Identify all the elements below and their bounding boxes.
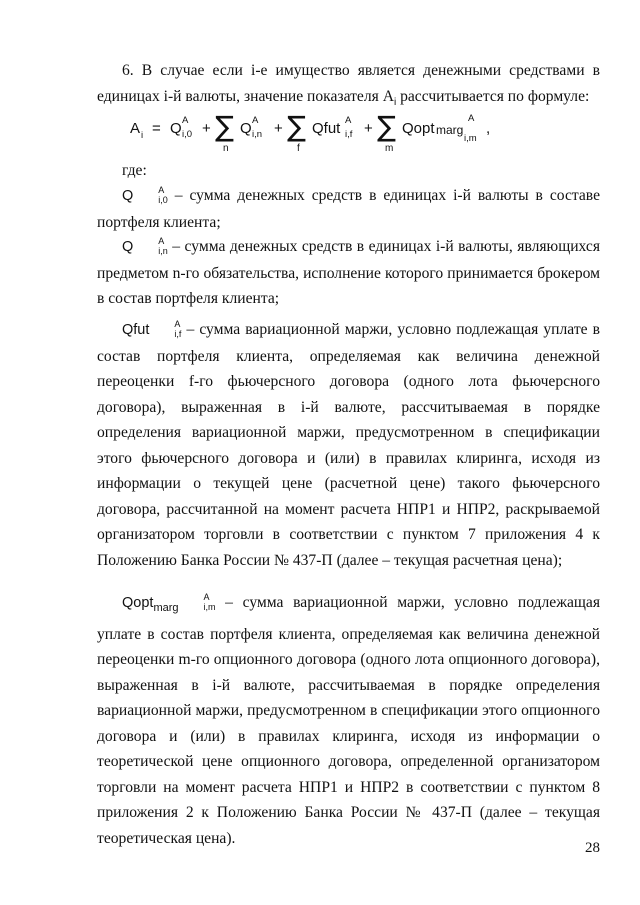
formula-eq: = [152, 120, 161, 137]
formula-sum-1-lim: n [223, 143, 229, 154]
def2-text: – сумма денежных средств в единицах i-й валюты, являющихся предметом n-го обязательства, исполнение которого принимается брокером в состав портфеля клиента; [97, 238, 600, 307]
def2-sup: A [158, 236, 165, 246]
formula-t1-sub: i,0 [182, 129, 193, 140]
formula-sum-2-lim: f [297, 143, 300, 154]
def3-scripts [149, 319, 182, 340]
formula-t1: Q [170, 120, 182, 137]
formula-t2-sup: A [252, 115, 259, 126]
def1-sup: A [158, 185, 165, 195]
formula-t3: Qfut [312, 120, 341, 137]
formula-sum-3-lim: m [385, 143, 394, 154]
formula-t4-inner: marg [436, 123, 464, 137]
formula-t1-sup: A [182, 115, 189, 126]
intro-tail: рассчитывается по формуле: [396, 87, 590, 105]
definition-q-in [97, 234, 600, 312]
formula-plus-3: + [364, 120, 373, 137]
def1-scripts [133, 185, 168, 206]
formula-t3-sup: A [345, 115, 352, 126]
def1-term: Q [122, 188, 134, 204]
def4-sub: i,m [203, 602, 216, 612]
def4-scripts [179, 592, 216, 613]
def3-sub: i,f [174, 329, 182, 339]
def3-sup: A [174, 319, 181, 329]
formula-t4-sup: A [468, 113, 475, 124]
def1-text: – сумма денежных средств в единицах i-й валюты в составе портфеля клиента; [97, 187, 600, 231]
intro-text: 6. В случае если i-е имущество является денежными средствами в единицах i-й валюты, значение показателя A [97, 62, 600, 105]
def4-sup: A [203, 592, 210, 602]
formula-t3-sub: i,f [345, 129, 353, 140]
def4-inner: marg [153, 602, 179, 614]
formula-t4-sub: i,m [464, 133, 477, 144]
def4-term: Qopt [122, 595, 154, 611]
formula-t4: Qopt [402, 120, 435, 137]
definition-q-i0 [97, 183, 600, 235]
def2-sub: i,n [158, 246, 168, 256]
formula-plus-2: + [274, 120, 283, 137]
def3-text: – сумма вариационной маржи, условно подлежащая уплате в состав портфеля клиента, определяемая как величина денежной переоценки f-го фьючерсного договора (одного лота фьючерсного договора), выраженная в i-й валюте, рассчитываемая в порядке определения вариационной маржи, предусмотренном в спецификации этого фьючерсного договора и (или) в правилах клиринга, исходя из информации о текущей цене (расчетной цене) такого фьючерсного договора, рассчитанной на момент расчета НПР1 и НПР2, раскрываемой организатором торговли в соответствии с пунктом 7 приложения 4 к Положению Банка России № 437-П (далее – текущая расчетная цена); [97, 321, 600, 569]
formula-sum-3: ∑ [377, 110, 396, 143]
definition-qopt [97, 590, 600, 851]
def3-term: Qfut [122, 322, 150, 338]
intro-subscript: i [393, 96, 397, 108]
formula-plus-1: + [202, 120, 211, 137]
formula [130, 108, 600, 154]
formula-t2: Q [240, 120, 252, 137]
page-number: 28 [585, 840, 600, 856]
where-label: где: [122, 162, 147, 179]
formula-t2-sub: i,n [252, 129, 263, 140]
def2-term: Q [122, 239, 134, 255]
formula-lhs: A [130, 120, 141, 137]
def1-sub: i,0 [158, 195, 168, 205]
def2-scripts [133, 236, 168, 257]
def4-text: – сумма вариационной маржи, условно подлежащая уплате в состав портфеля клиента, определяемая как величина денежной переоценки m-го опционного договора (одного лота опционного договора), выраженная в i-й валюте, рассчитываемая в порядке определения вариационной маржи, предусмотренном в спецификации этого опционного договора и (или) в правилах клиринга, исходя из информации о теоретической цене опционного договора, определенной организатором торговли на момент расчета НПР1 и НПР2 в соответствии с пунктом 8 приложения 2 к Положению Банка России № 437-П (далее – текущая теоретическая цена). [97, 594, 600, 847]
formula-lhs-sub: i [141, 130, 144, 141]
definition-qfut [97, 317, 600, 573]
formula-tail: , [486, 120, 491, 137]
formula-sum-2: ∑ [287, 110, 306, 143]
intro-paragraph [97, 58, 600, 115]
formula-sum-1: ∑ [215, 110, 234, 143]
